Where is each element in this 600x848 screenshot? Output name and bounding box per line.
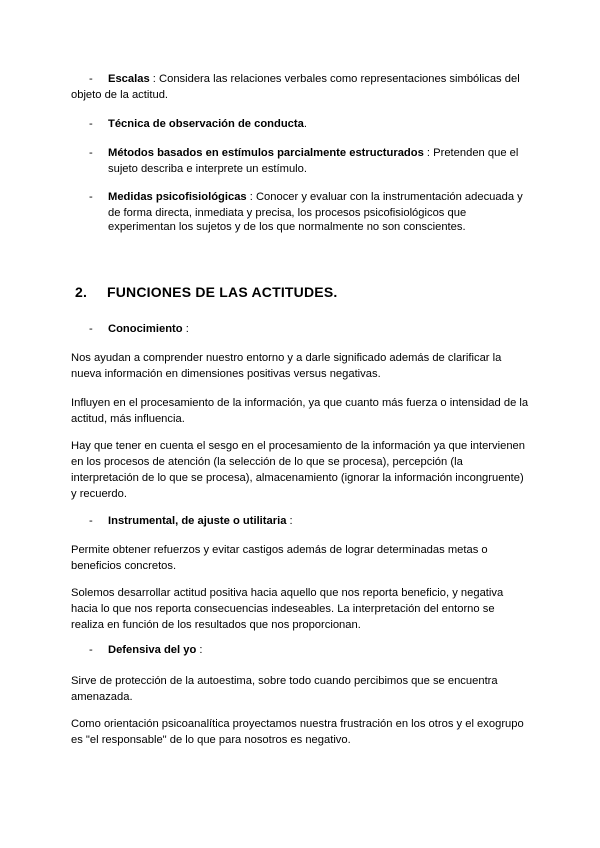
paragraph-line: hacia lo que nos reporta consecuencias indeseables. La interpretación del entorno se	[71, 603, 495, 615]
paragraph-line: y recuerdo.	[71, 488, 127, 500]
paragraph-line: Como orientación psicoanalítica proyectamos nuestra frustración en los otros y el exogrupo	[71, 718, 524, 730]
bullet-text: .	[303, 118, 307, 130]
paragraph-line: Hay que tener en cuenta el sesgo en el procesamiento de la información ya que intervienen	[71, 440, 526, 452]
bullet-continuation: objeto de la actitud.	[71, 89, 169, 101]
bullet-term: Escalas	[108, 73, 150, 85]
paragraph-line: amenazada.	[71, 691, 133, 703]
bullet-text: : Considera las relaciones verbales como representaciones simbólicas del	[149, 73, 520, 85]
bullet-dash: -	[89, 644, 93, 656]
paragraph-line: interpretación de lo que se procesa), almacenamiento (ignorar la información incongruente)	[71, 472, 524, 484]
bullet-dash: -	[89, 73, 93, 85]
bullet-dash: -	[89, 323, 93, 335]
bullet-term: Instrumental, de ajuste o utilitaria	[108, 515, 287, 527]
bullet-continuation: de forma directa, inmediata y precisa, los procesos psicofisiológicos que	[108, 207, 467, 219]
paragraph	[71, 438, 531, 502]
paragraph-line: Permite obtener refuerzos y evitar castigos además de lograr determinadas metas o	[71, 544, 488, 556]
paragraph-line: Solemos desarrollar actitud positiva hacia aquello que nos reporta beneficio, y negativa	[71, 587, 504, 599]
paragraph	[71, 716, 531, 748]
paragraph	[71, 350, 531, 382]
bullet-text: : Conocer y evaluar con la instrumentación adecuada y	[246, 191, 523, 203]
bullet-text: : Pretenden que el	[423, 147, 519, 159]
bullet-dash: -	[89, 147, 93, 159]
bullet-text: :	[196, 644, 203, 656]
section-heading	[75, 284, 337, 300]
bullet-dash: -	[89, 191, 93, 203]
paragraph-line: actitud, más influencia.	[71, 413, 185, 425]
paragraph	[71, 395, 531, 427]
paragraph-line: beneficios concretos.	[71, 560, 177, 572]
bullet-dash: -	[89, 515, 93, 527]
paragraph-line: nueva información en dimensiones positivas versus negativas.	[71, 368, 381, 380]
section-number: 2.	[75, 284, 88, 300]
bullet-term: Medidas psicofisiológicas	[108, 191, 247, 203]
section-title: FUNCIONES DE LAS ACTITUDES.	[107, 284, 338, 300]
paragraph	[71, 542, 531, 574]
paragraph-line: Nos ayudan a comprender nuestro entorno y a darle significado además de clarificar la	[71, 352, 502, 364]
bullet-text: :	[182, 323, 189, 335]
bullet-term: Técnica de observación de conducta	[108, 118, 304, 130]
bullet-term: Defensiva del yo	[108, 644, 197, 656]
paragraph	[71, 585, 531, 633]
paragraph-line: en los procesos de atención (la selección de lo que se procesa), percepción (la	[71, 456, 463, 468]
bullet-dash: -	[89, 118, 93, 130]
bullet-term: Métodos basados en estímulos parcialmente estructurados	[108, 147, 424, 159]
paragraph-line: Influyen en el procesamiento de la información, ya que cuanto más fuerza o intensidad de la	[71, 397, 529, 409]
paragraph-line: es "el responsable" de lo que para nosotros es negativo.	[71, 734, 351, 746]
paragraph-line: Sirve de protección de la autoestima, sobre todo cuando percibimos que se encuentra	[71, 675, 498, 687]
bullet-continuation: experimentan los sujetos y de los que normalmente no son conscientes.	[108, 221, 466, 233]
bullet-continuation: sujeto describa e interprete un estímulo.	[108, 163, 307, 175]
bullet-term: Conocimiento	[108, 323, 183, 335]
bullet-text: :	[286, 515, 293, 527]
paragraph	[71, 673, 531, 705]
paragraph-line: realiza en función de los resultados que nos proporcionan.	[71, 619, 361, 631]
